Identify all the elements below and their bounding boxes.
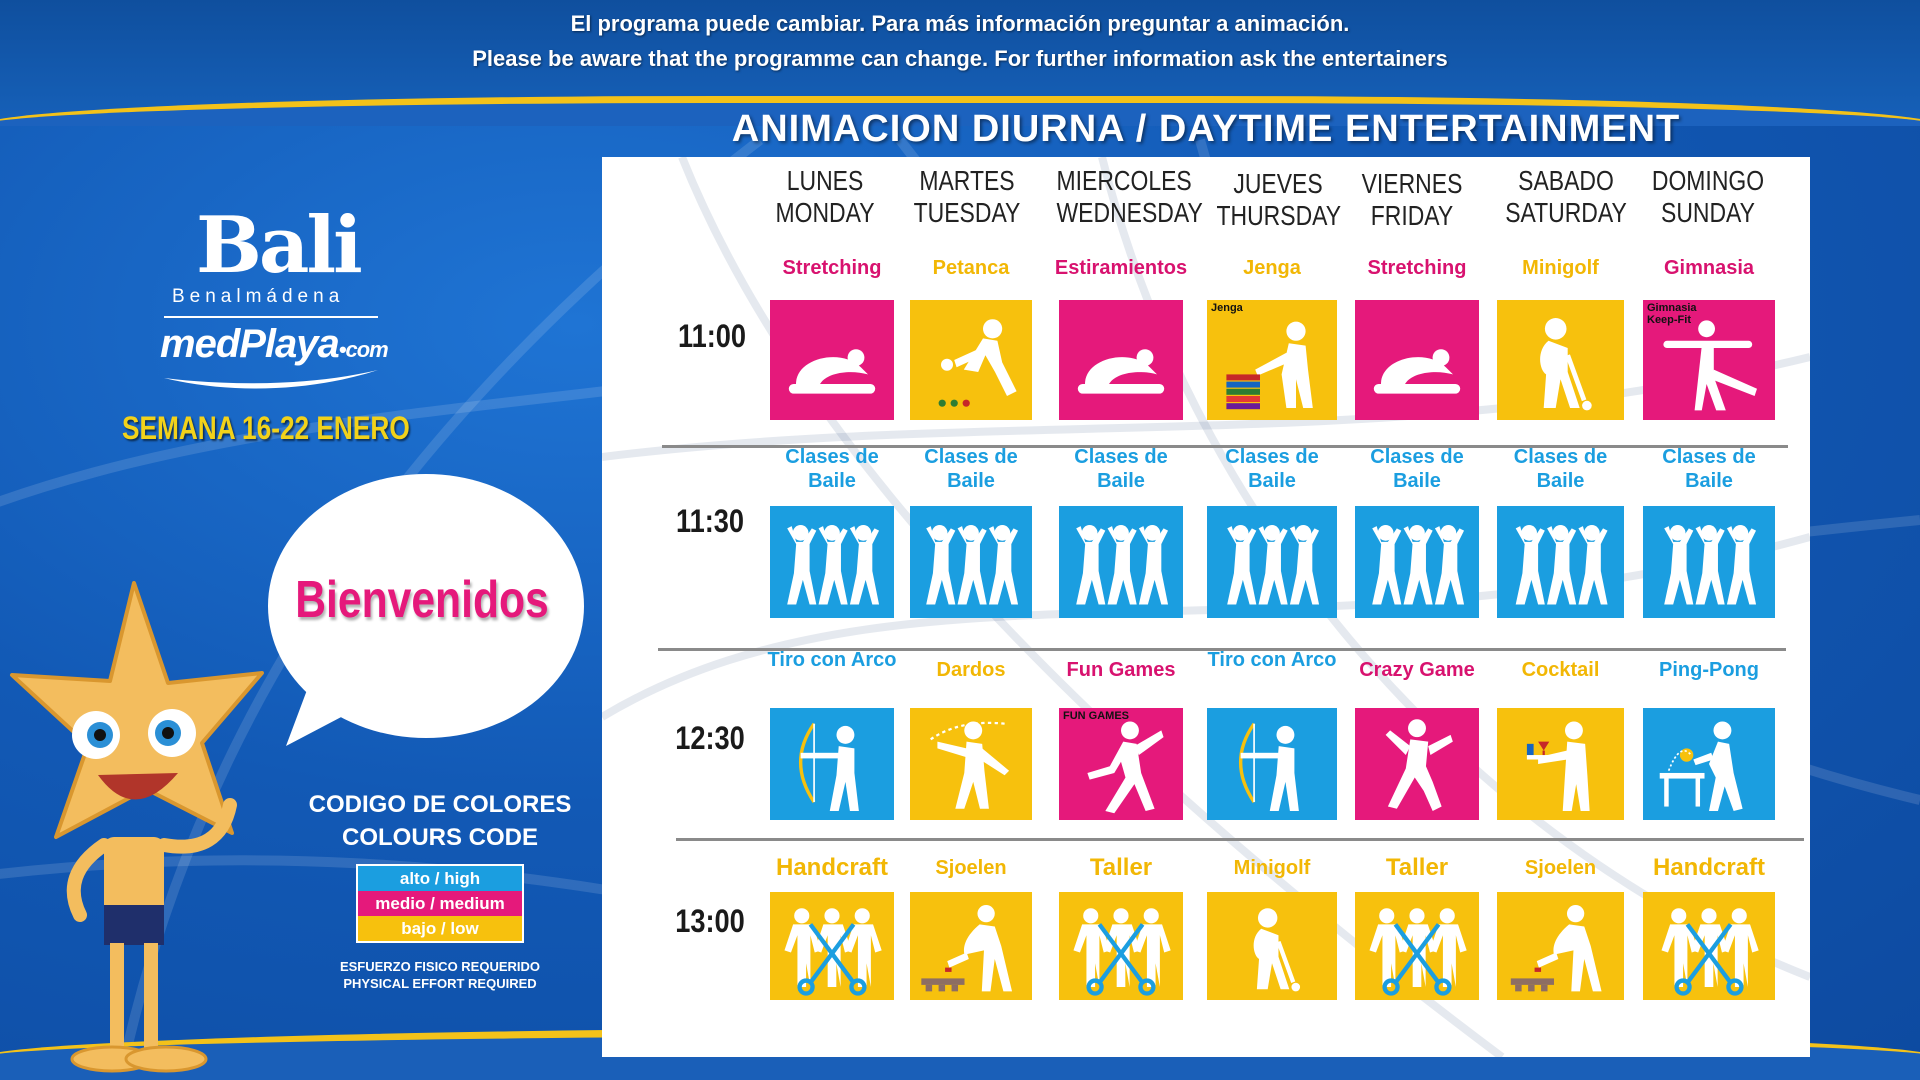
activity-tile (910, 506, 1032, 618)
crazy-game-icon (1355, 708, 1479, 820)
notice-english: Please be aware that the programme can change. For further information ask the entertainers (472, 46, 1448, 71)
ping-pong-icon (1643, 708, 1775, 820)
tile-tag: Jenga (1211, 302, 1243, 314)
day-name-en: WEDNESDAY (1056, 197, 1203, 228)
legend-low: bajo / low (358, 916, 522, 941)
activity-label: Dardos (936, 659, 1006, 681)
activity-tile (770, 892, 894, 1000)
day-header-friday (1351, 168, 1474, 232)
activity-tile (1643, 300, 1775, 420)
activity-label: Clases de Baile (1225, 446, 1319, 492)
week-label: SEMANA 16-22 ENERO (122, 410, 410, 446)
dance-icon (910, 506, 1032, 618)
time-slot-label: 11:30 (675, 503, 745, 539)
effort-en: PHYSICAL EFFORT REQUIRED (343, 976, 537, 991)
activity-tile (1207, 506, 1337, 618)
activity-label: Petanca (932, 257, 1010, 279)
jenga-icon (1207, 300, 1337, 420)
starfish-mascot-icon (0, 575, 280, 1080)
legend-title-es: CODIGO DE COLORES (308, 791, 572, 818)
activity-label: Handcraft (1652, 854, 1766, 881)
activity-tile (910, 300, 1032, 420)
dance-icon (770, 506, 894, 618)
color-legend (356, 864, 524, 943)
legend-medium: medio / medium (358, 891, 522, 916)
activity-label: Clases de Baile (1370, 446, 1464, 492)
fun-games-icon (1059, 708, 1183, 820)
activity-label: Clases de Baile (785, 446, 879, 492)
bali-logo: Bali (196, 200, 360, 291)
activity-tile (1059, 300, 1183, 420)
effort-note (300, 958, 580, 992)
day-name-es: SABADO (1518, 165, 1614, 196)
day-header-thursday (1217, 168, 1340, 232)
day-name-en: THURSDAY (1216, 200, 1342, 231)
medplaya-suffix: •com (338, 337, 388, 362)
day-name-es: MARTES (919, 165, 1015, 196)
legend-title-en: COLOURS CODE (341, 824, 538, 851)
bali-location: Benalmádena (172, 286, 345, 307)
day-header-monday (764, 165, 887, 229)
activity-tile (1643, 892, 1775, 1000)
activity-label: Fun Games (1066, 659, 1176, 681)
dance-icon (1355, 506, 1479, 618)
activity-label: Clases de Baile (1662, 446, 1756, 492)
day-name-en: MONDAY (775, 197, 875, 228)
archery-icon (1207, 708, 1337, 820)
stretching-icon (1355, 300, 1479, 420)
activity-tile (1355, 300, 1479, 420)
activity-label: Gimnasia (1663, 257, 1755, 279)
logo-divider (164, 316, 378, 318)
day-header-tuesday (906, 165, 1029, 229)
day-name-es: VIERNES (1361, 168, 1463, 199)
day-name-es: DOMINGO (1651, 165, 1765, 196)
activity-tile (1497, 300, 1624, 420)
activity-tile (1497, 708, 1624, 820)
activity-label: Crazy Game (1359, 659, 1475, 681)
dance-icon (1643, 506, 1775, 618)
dance-icon (1207, 506, 1337, 618)
day-name-es: JUEVES (1233, 168, 1323, 199)
day-name-es: MIERCOLES (1056, 165, 1192, 196)
sjoelen-icon (1497, 892, 1624, 1000)
day-name-es: LUNES (786, 165, 864, 196)
activity-label: Sjoelen (1524, 857, 1597, 879)
petanque-icon (910, 300, 1032, 420)
activity-tile (1207, 892, 1337, 1000)
activity-tile (910, 892, 1032, 1000)
welcome-text: Bienvenidos (295, 571, 549, 629)
time-slot-label: 12:30 (675, 720, 745, 756)
sjoelen-icon (910, 892, 1032, 1000)
activity-tile (1207, 708, 1337, 820)
activity-label: Minigolf (1233, 857, 1311, 879)
day-name-en: SUNDAY (1661, 197, 1755, 228)
page-title: ANIMACION DIURNA / DAYTIME ENTERTAINMENT (731, 108, 1681, 150)
cocktail-icon (1497, 708, 1624, 820)
dance-icon (1497, 506, 1624, 618)
activity-label: Estiramientos (1054, 257, 1188, 279)
dance-icon (1059, 506, 1183, 618)
activity-tile (1059, 708, 1183, 820)
activity-tile (910, 708, 1032, 820)
activity-label: Ping-Pong (1659, 659, 1759, 681)
activity-tile (1059, 892, 1183, 1000)
handcraft-icon (770, 892, 894, 1000)
activity-label: Clases de Baile (1074, 446, 1168, 492)
activity-label: Stretching (782, 257, 882, 279)
activity-label: Sjoelen (935, 857, 1007, 879)
time-slot-label: 13:00 (675, 903, 745, 939)
swoosh-icon (160, 368, 382, 390)
handcraft-icon (1059, 892, 1183, 1000)
activity-tile (1643, 506, 1775, 618)
day-name-en: SATURDAY (1505, 197, 1627, 228)
tile-tag: FUN GAMES (1063, 710, 1129, 722)
activity-label: Tiro con Arco (767, 649, 897, 671)
stretching-icon (770, 300, 894, 420)
activity-tile (1059, 506, 1183, 618)
activity-label: Taller (1089, 854, 1153, 881)
stretching-icon (1059, 300, 1183, 420)
activity-label: Minigolf (1522, 257, 1599, 279)
minigolf-icon (1207, 892, 1337, 1000)
activity-tile (770, 708, 894, 820)
activity-tile (1643, 708, 1775, 820)
activity-tile (1497, 892, 1624, 1000)
activity-tile (1355, 892, 1479, 1000)
activity-tile (1355, 506, 1479, 618)
medplaya-logo (160, 322, 388, 367)
day-header-sunday (1647, 165, 1770, 229)
schedule-notice (0, 6, 1920, 76)
handcraft-icon (1355, 892, 1479, 1000)
tile-tag: Gimnasia Keep-Fit (1647, 302, 1697, 326)
legend-high: alto / high (358, 866, 522, 891)
legend-title (290, 788, 590, 854)
activity-label: Clases de Baile (924, 446, 1018, 492)
activity-tile (1497, 506, 1624, 618)
time-slot-label: 11:00 (677, 318, 747, 354)
minigolf-icon (1497, 300, 1624, 420)
day-name-en: TUESDAY (913, 197, 1021, 228)
activity-label: Cocktail (1521, 659, 1600, 681)
archery-icon (770, 708, 894, 820)
activity-tile (1207, 300, 1337, 420)
notice-spanish: El programa puede cambiar. Para más información preguntar a animación. (570, 11, 1350, 36)
activity-label: Taller (1385, 854, 1449, 881)
activity-label: Jenga (1243, 257, 1301, 279)
handcraft-icon (1643, 892, 1775, 1000)
row-separator (676, 838, 1804, 841)
day-header-wednesday (1056, 165, 1203, 229)
activity-tile (1355, 708, 1479, 820)
activity-label: Handcraft (775, 854, 889, 881)
activity-tile (770, 300, 894, 420)
darts-icon (910, 708, 1032, 820)
activity-label: Tiro con Arco (1207, 649, 1337, 671)
activity-label: Clases de Baile (1513, 446, 1608, 492)
activity-tile (770, 506, 894, 618)
day-name-en: FRIDAY (1370, 200, 1454, 231)
effort-es: ESFUERZO FISICO REQUERIDO (339, 959, 541, 974)
day-header-saturday (1505, 165, 1628, 229)
medplaya-name: medPlaya (160, 322, 339, 366)
activity-label: Stretching (1367, 257, 1467, 279)
